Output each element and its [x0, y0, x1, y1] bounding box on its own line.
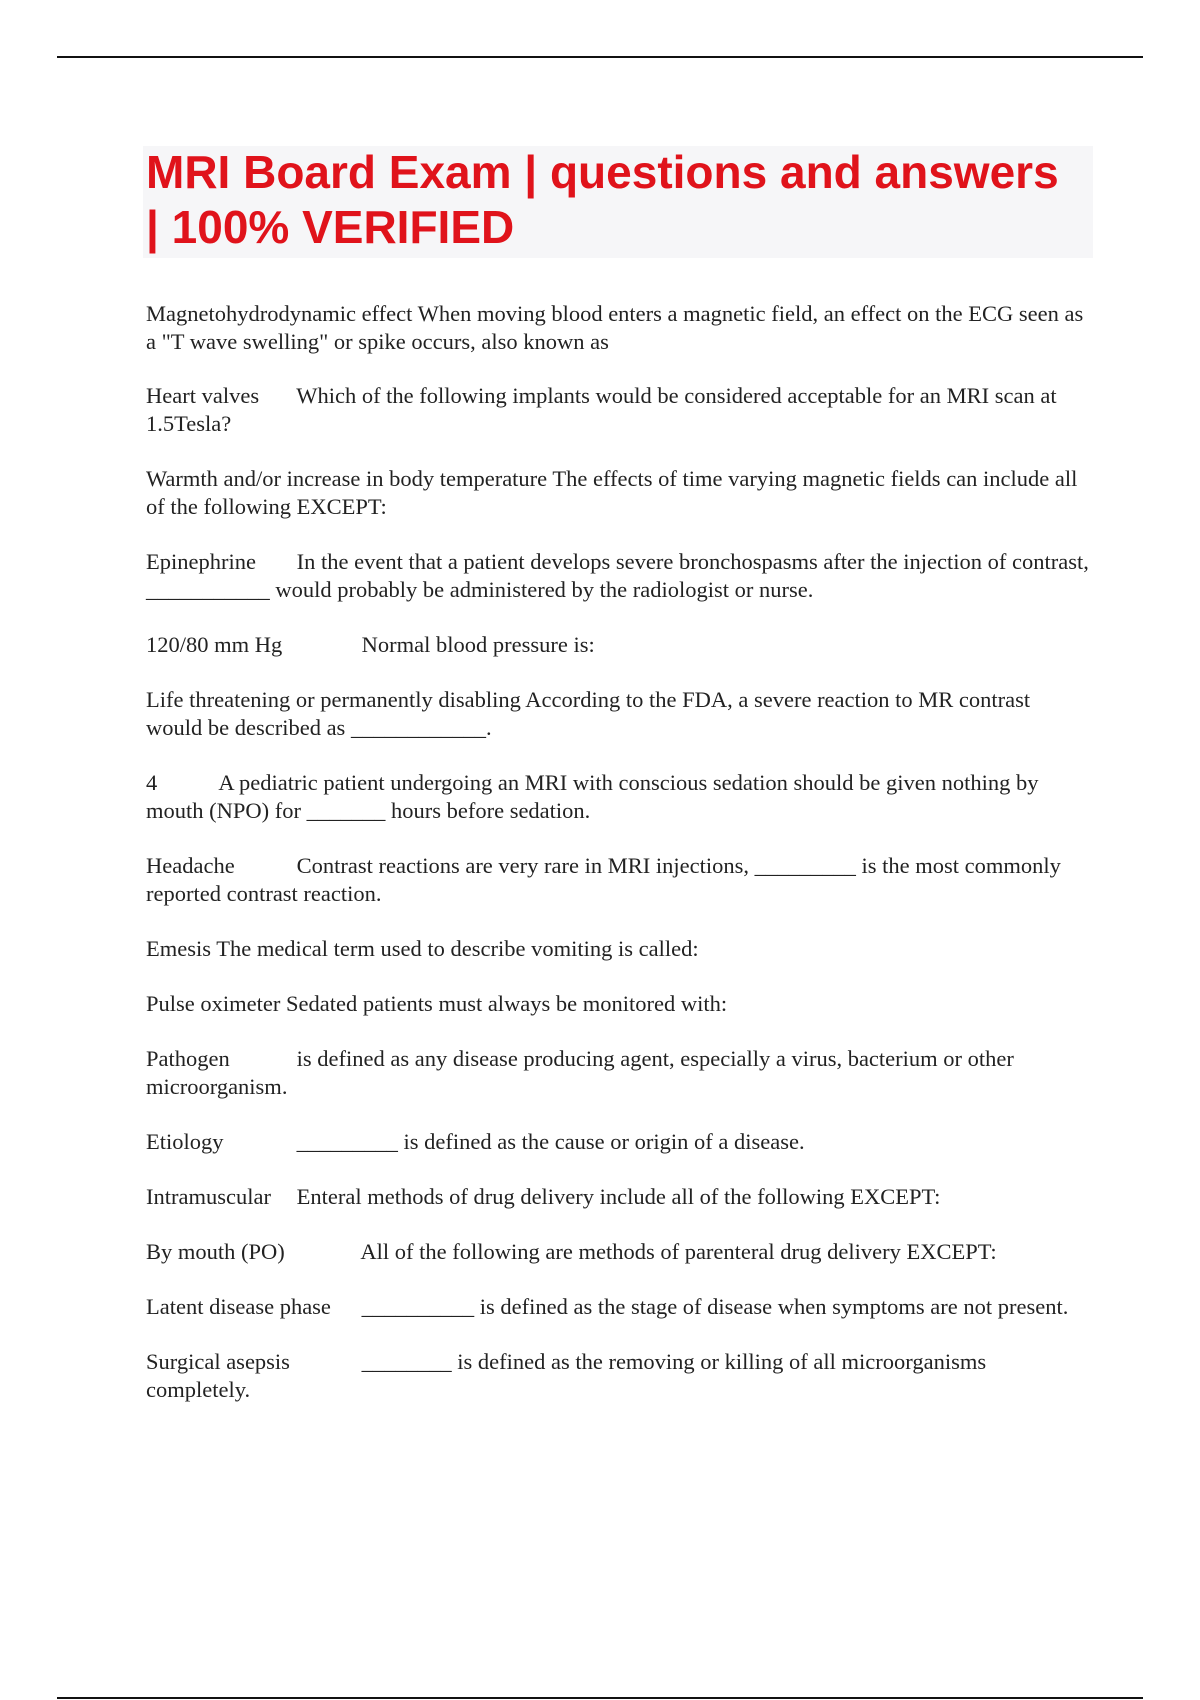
qa-item	[146, 769, 1091, 825]
qa-item	[146, 631, 1091, 659]
top-rule	[57, 56, 1143, 58]
qa-answer: 120/80 mm Hg	[146, 632, 283, 657]
qa-answer: Emesis	[146, 936, 211, 961]
qa-question: Sedated patients must always be monitored with:	[285, 991, 728, 1016]
qa-question: Contrast reactions are very rare in MRI injections, _________ is the most commonly reported contrast reaction.	[146, 853, 1061, 906]
qa-question: According to the FDA, a severe reaction to MR contrast would be described as ____________.	[146, 687, 1031, 740]
qa-item	[146, 1293, 1091, 1321]
qa-item	[146, 1238, 1091, 1266]
qa-question: The effects of time varying magnetic fields can include all of the following EXCEPT:	[146, 466, 1078, 519]
bottom-rule	[57, 1697, 1143, 1699]
qa-answer: By mouth (PO)	[146, 1239, 285, 1264]
qa-item	[146, 686, 1091, 742]
document-title: MRI Board Exam | questions and answers | 100% VERIFIED	[146, 146, 1059, 253]
qa-answer: Latent disease phase	[146, 1294, 331, 1319]
qa-answer: Life threatening or permanently disabling	[146, 687, 521, 712]
qa-item	[146, 465, 1091, 521]
qa-answer: Heart valves	[146, 383, 260, 408]
qa-question: Normal blood pressure is:	[361, 632, 595, 657]
qa-answer: Pathogen	[146, 1046, 230, 1071]
qa-item	[146, 1348, 1091, 1404]
qa-answer: Surgical asepsis	[146, 1349, 290, 1374]
qa-answer: Etiology	[146, 1129, 224, 1154]
qa-list	[146, 300, 1091, 1404]
qa-question: In the event that a patient develops severe bronchospasms after the injection of contrast, ___________ would probably be administered by the radiologist or nurse.	[146, 549, 1089, 602]
qa-question: _________ is defined as the cause or origin of a disease.	[296, 1129, 805, 1154]
qa-item	[146, 990, 1091, 1018]
qa-item	[146, 935, 1091, 963]
qa-answer: Intramuscular	[146, 1184, 271, 1209]
qa-question: A pediatric patient undergoing an MRI with conscious sedation should be given nothing by mouth (NPO) for _______ hours before sedation.	[146, 770, 1039, 823]
qa-question: All of the following are methods of parenteral drug delivery EXCEPT:	[360, 1239, 997, 1264]
qa-question: __________ is defined as the stage of disease when symptoms are not present.	[361, 1294, 1069, 1319]
qa-item	[146, 852, 1091, 908]
qa-question: Which of the following implants would be considered acceptable for an MRI scan at 1.5Tesla?	[146, 383, 1057, 436]
qa-question: The medical term used to describe vomiting is called:	[216, 936, 699, 961]
qa-item	[146, 1128, 1091, 1156]
qa-question: Enteral methods of drug delivery include all of the following EXCEPT:	[296, 1184, 941, 1209]
qa-answer: Magnetohydrodynamic effect	[146, 301, 413, 326]
qa-answer: 4	[146, 770, 158, 795]
qa-question: is defined as any disease producing agent, especially a virus, bacterium or other microorganism.	[146, 1046, 1014, 1099]
qa-question: ________ is defined as the removing or killing of all microorganisms completely.	[146, 1349, 987, 1402]
qa-item	[146, 548, 1091, 604]
qa-answer: Epinephrine	[146, 549, 256, 574]
qa-item	[146, 1183, 1091, 1211]
qa-question: When moving blood enters a magnetic field, an effect on the ECG seen as a "T wave swelling" or spike occurs, also known as	[146, 301, 1084, 354]
qa-answer: Warmth and/or increase in body temperature	[146, 466, 548, 491]
qa-answer: Headache	[146, 853, 235, 878]
qa-item	[146, 382, 1091, 438]
qa-item	[146, 300, 1091, 356]
qa-answer: Pulse oximeter	[146, 991, 281, 1016]
qa-item	[146, 1045, 1091, 1101]
